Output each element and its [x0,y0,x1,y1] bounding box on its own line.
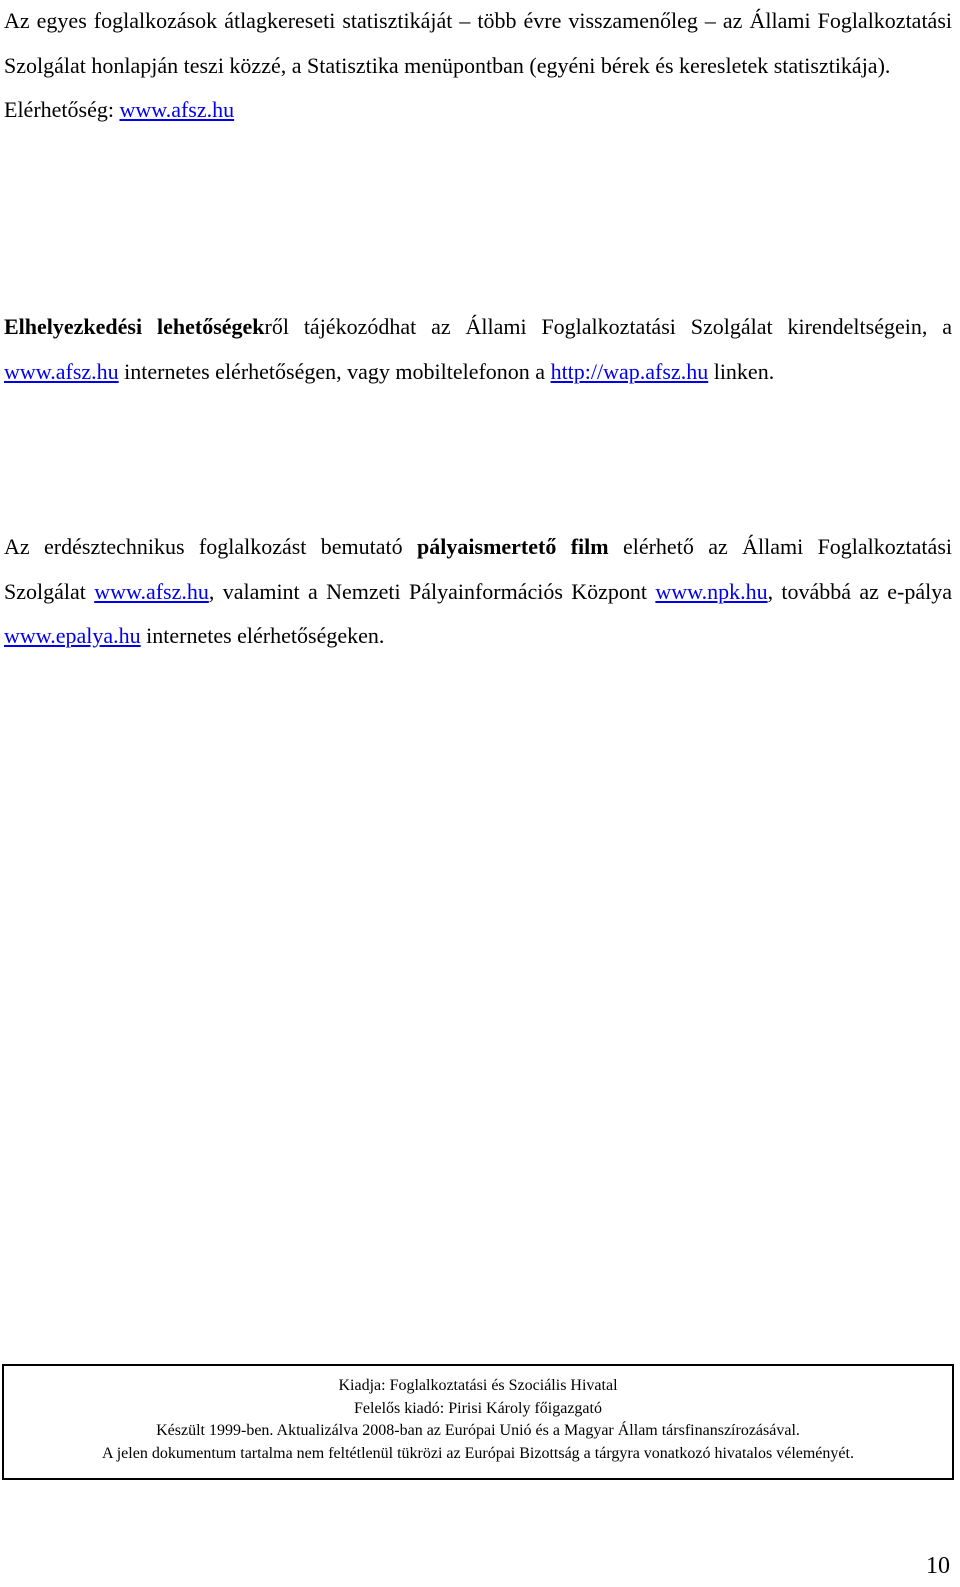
epalya-link[interactable]: www.epalya.hu [4,623,141,648]
bold-elhelyezkedesi: Elhelyezkedési [4,314,143,339]
footer-created-updated: Készült 1999-ben. Aktualizálva 2008-ban az Európai Unió és a Magyar Állam társfinanszírozásával. [156,1422,800,1439]
job-text-1: ről tájékozódhat az Állami Foglalkoztatási Szolgálat kirendeltségein, a [264,314,952,339]
space [142,314,157,339]
footer-disclaimer: A jelen dokumentum tartalma nem feltétlenül tükrözi az Európai Bizottság a tárgyra vonatkozó hivatalos véleményét. [102,1444,854,1462]
film-text-3: , valamint a Nemzeti Pályainformációs Központ [208,578,656,604]
paragraph-job-opportunities [4,305,952,394]
bold-palyaismerteto-film: pályaismertető film [417,534,609,559]
availability-label: Elérhetőség: [4,97,120,122]
afsz-link[interactable]: www.afsz.hu [119,97,235,122]
afsz-link[interactable]: www.afsz.hu [4,358,119,384]
job-text-3: linken. [708,358,775,384]
paragraph-career-film [4,525,952,659]
afsz-link[interactable]: www.afsz.hu [94,578,209,604]
footer-responsible-publisher: Felelős kiadó: Pirisi Károly főigazgató [354,1399,602,1417]
page-number: 10 [926,1553,950,1579]
film-text-1: Az erdésztechnikus foglalkozást bemutató [4,534,418,559]
npk-link[interactable]: www.npk.hu [655,578,768,604]
salary-statistics-text: Az egyes foglalkozások átlagkereseti statisztikáját – több évre visszamenőleg – az Állami Foglalkoztatási Szolgálat honlapján teszi közzé, a Statisztika menüpontban (egyéni bérek és keresletek statisztikája). [4,8,952,78]
film-text-4: , továbbá az e-pálya [767,578,953,604]
paragraph-salary-statistics [4,0,952,133]
job-text-2: internetes elérhetőségen, vagy mobiltelefonon a [118,358,551,384]
film-text-5: internetes elérhetőségeken. [140,623,385,648]
film-text-2: elérhető az Állami Foglalkoztatási Szolgálat [4,534,952,604]
publisher-footer-box [2,1364,954,1480]
wap-afsz-link[interactable]: http://wap.afsz.hu [550,358,709,384]
footer-publisher: Kiadja: Foglalkoztatási és Szociális Hivatal [338,1377,618,1394]
bold-lehetosegek: lehetőségek [156,314,265,339]
